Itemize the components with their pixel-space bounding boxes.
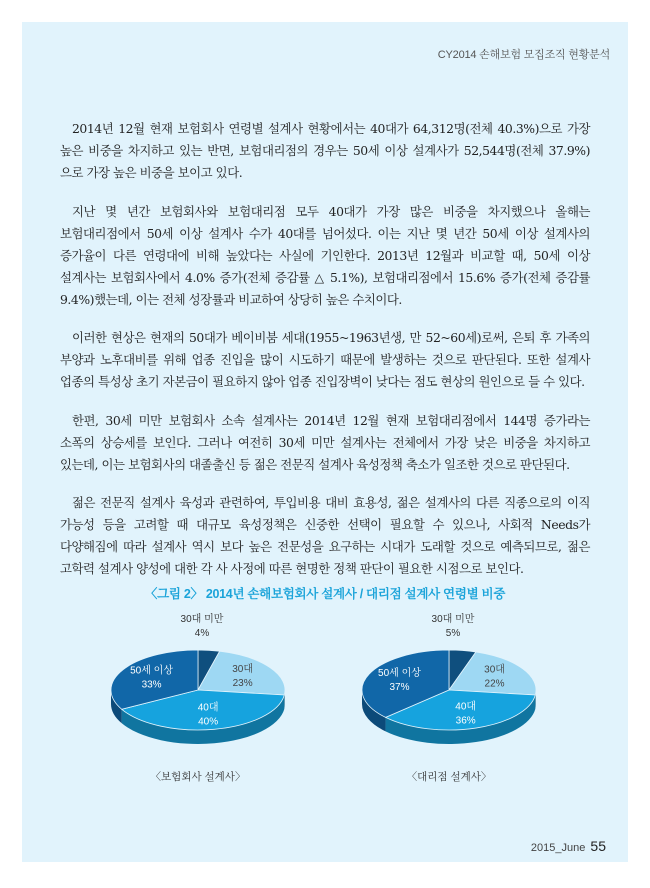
pie-charts (22, 612, 628, 802)
slice-value-label: 37% (389, 682, 410, 694)
slice-name-label: 40대 (455, 701, 477, 713)
paragraph-5: 젊은 전문직 설계사 육성과 관련하여, 투입비용 대비 효용성, 젊은 설계사의 다른 직종으로의 이직 가능성 등을 고려할 때 대규모 육성정책은 신중한 선택이 필요할 수 있으나, 사회적 Needs가 다양해짐에 따라 설계사 역시 보다 높은 전문성을 요구하는 시대가 도래할 것으로 예측되므로, 젊은 고학력 설계사 양성에 대한 각 사 사정에 따른 현명한 정책 판단이 필요한 시점으로 보인다. (60, 495, 590, 576)
slice-name-label: 40대 (197, 702, 219, 714)
paragraph-3: 이러한 현상은 현재의 50대가 베이비붐 세대(1955~1963년생, 만 52~60세)로써, 은퇴 후 가족의 부양과 노후대비를 위해 업종 진입을 많이 시도하기 때문에 발생하는 것으로 판단된다. 또한 설계사 업종의 특성상 초기 자본금이 필요하지 않아 업종 진입장벽이 낮다는 점도 현상의 원인으로 들 수 있다. (60, 330, 590, 389)
paragraph-2: 지난 몇 년간 보험회사와 보험대리점 모두 40대가 가장 많은 비중을 차지했으나 올해는 보험대리점에서 50세 이상 설계사 수가 40대를 넘어섰다. 이는 지난 몇 년간 50세 이상 설계사의 증가율이 다른 연령대에 비해 높았다는 사실에 기인한다. 2013년 12월과 비교할 때, 50세 이상 설계사는 보험회사에서 4.0% 증가(전체 증감률 △ 5.1%), 보험대리점에서 15.6% 증가(전체 증감률 9.4%)했는데, 이는 전체 성장률과 비교하여 상당히 높은 수치이다. (60, 203, 590, 307)
figure-title: 〈그림 2〉 2014년 손해보험회사 설계사 / 대리점 설계사 연령별 비중 (144, 587, 506, 601)
paragraph-4: 한편, 30세 미만 보험회사 소속 설계사는 2014년 12월 현재 보험대리점에서 144명 증가라는 소폭의 상승세를 보인다. 그러나 여전히 30세 미만 설계사는 전체에서 가장 낮은 비중을 차지하고 있는데, 이는 보험회사의 대졸출신 등 젊은 전문직 설계사 육성정책 축소가 일조한 것으로 판단된다. (60, 412, 590, 472)
slice-name-label: 30대 (232, 664, 254, 676)
slice-name-label: 30대 (484, 664, 505, 676)
slice-name-label: 50세 이상 (130, 665, 174, 677)
slice-value-label: 23% (232, 678, 253, 690)
page-number: 55 (590, 838, 606, 854)
slice-value-label: 22% (484, 678, 505, 690)
slice-value-label: 33% (141, 679, 162, 691)
pie-caption: 〈보험회사 설계사〉 (150, 771, 246, 783)
slice-value-label: 40% (198, 716, 219, 728)
slice-value-label: 36% (455, 715, 476, 727)
slice-name-label: 30대 미만 (431, 614, 475, 625)
running-header: CY2014 손해보험 모집조직 현황분석 (437, 49, 610, 61)
page-footer (531, 838, 606, 854)
issue-label: 2015_June (530, 842, 586, 854)
page (22, 22, 628, 862)
body-text (60, 118, 590, 597)
slice-name-label: 50세 이상 (378, 668, 421, 680)
slice-name-label: 30대 미만 (180, 614, 224, 625)
paragraph-1: 2014년 12월 현재 보험회사 연령별 설계사 현황에서는 40대가 64,312명(전체 40.3%)으로 가장 높은 비중을 차지하고 있는 반면, 보험대리점의 경우는 50세 이상 설계사가 52,544명(전체 37.9%)으로 가장 높은 비중을 보이고 있다. (60, 121, 590, 180)
slice-value-label: 4% (194, 628, 210, 639)
pie-chart-1 (111, 612, 285, 783)
pie-chart-2 (362, 612, 536, 783)
pie-caption: 〈대리점 설계사〉 (406, 771, 492, 783)
slice-value-label: 5% (445, 628, 461, 639)
